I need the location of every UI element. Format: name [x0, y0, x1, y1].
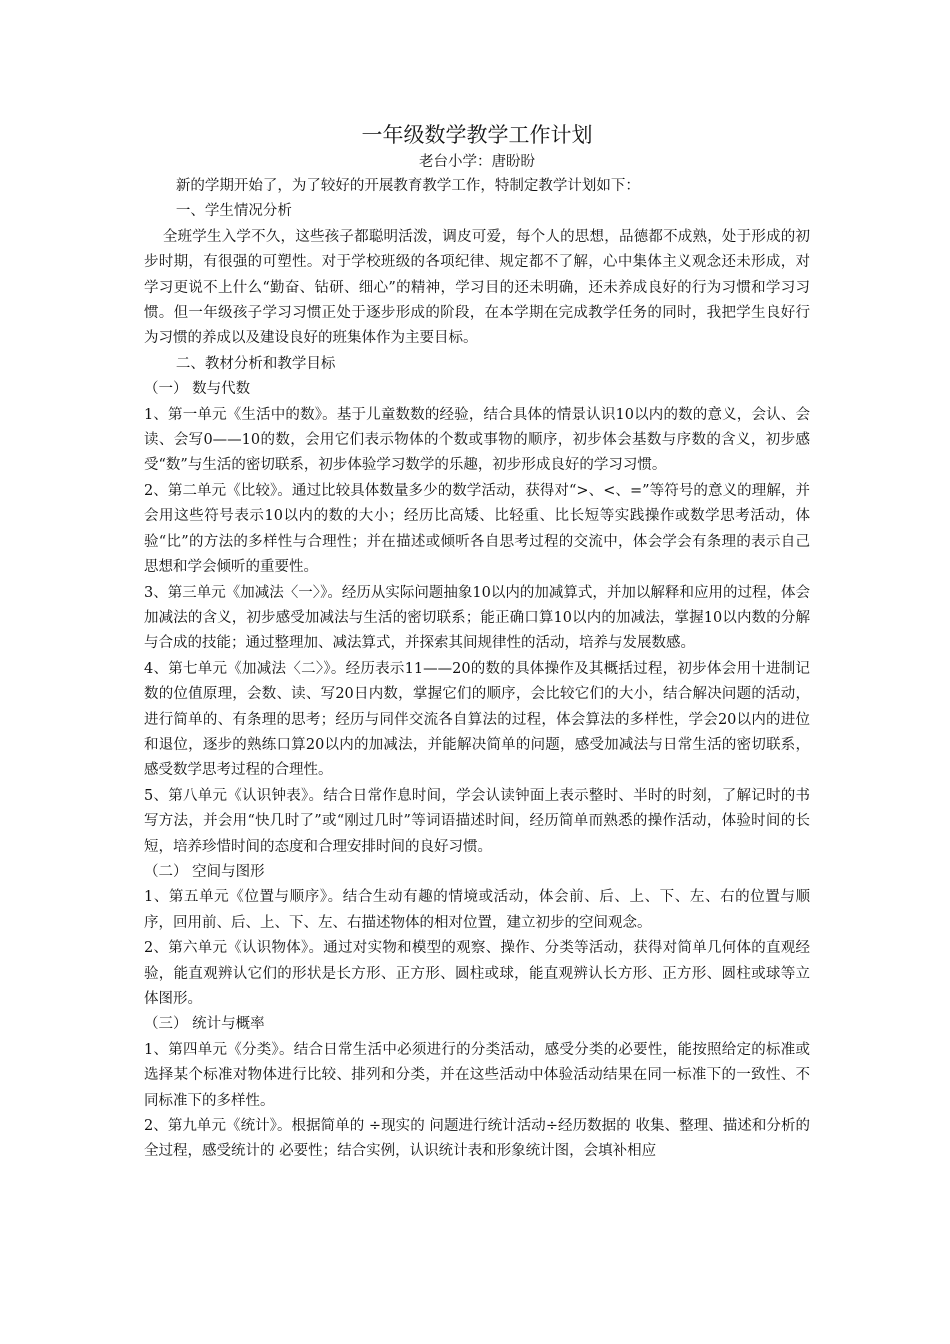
- part1-item: 2、第二单元《比较》。通过比较具体数量多少的数学活动，获得对“>、<、=”等符号的意义的理解，并会用这些符号表示10以内的数的大小；经历比高矮、比轻重、比长短等实践操作或数学思考活动，体验“比”的方法的多样性与合理性；并在描述或倾听各自思考过程的交流中，体会学会有条理的表示自己思想和学会倾听的重要性。: [144, 482, 810, 576]
- document-title: 一年级数学教学工作计划: [361, 123, 593, 147]
- part1-item: 4、第七单元《加减法〈二〉》。经历表示11——20的数的具体操作及其概括过程，初步体会用十进制记数的位值原理，会数、读、写20日内数，掌握它们的顺序，会比较它们的大小，结合解决问题的活动，进行简单的、有条理的思考；经历与同伴交流各自算法的过程，体会算法的多样性，学会20以内的进位和退位，逐步的熟练口算20以内的加减法，并能解决简单的问题，感受加减法与日常生活的密切联系，感受数学思考过程的合理性。: [144, 660, 810, 779]
- part2-heading: （二） 空间与图形: [144, 863, 265, 880]
- part3-heading: （三） 统计与概率: [144, 1016, 265, 1033]
- part3-item: 2、第九单元《统计》。根据简单的 ÷现实的 问题进行统计活动÷经历数据的 收集、整理、描述和分析的 全过程，感受统计的 必要性；结合实例，认识统计表和形象统计图，会填补相应: [144, 1118, 810, 1160]
- section1-heading: 一、学生情况分析: [175, 203, 292, 220]
- document-page: [144, 120, 810, 1165]
- section2-heading: 二、教材分析和教学目标: [175, 355, 336, 372]
- part1-item: 5、第八单元《认识钟表》。结合日常作息时间，学会认读钟面上表示整时、半时的时刻，了解记时的书写方法，并会用“快几时了”或“刚过几时”等词语描述时间，经历简单而熟悉的操作活动，体验时间的长短，培养珍惜时间的态度和合理安排时间的良好习惯。: [144, 787, 810, 855]
- part1-heading: （一） 数与代数: [144, 381, 251, 398]
- part1-item: 1、第一单元《生活中的数》。基于儿童数数的经验，结合具体的情景认识10以内的数的意义，会认、会读、会写0——10的数，会用它们表示物体的个数或事物的顺序，初步体会基数与序数的含义，初步感受“数”与生活的密切联系，初步体验学习数学的乐趣，初步形成良好的学习习惯。: [144, 406, 810, 474]
- section1-body: 全班学生入学不久，这些孩子都聪明活泼，调皮可爱，每个人的思想，品德都不成熟，处于形成的初步时期，有很强的可塑性。对于学校班级的各项纪律、规定都不了解，心中集体主义观念还未形成，对学习更说不上什么“勤奋、钻研、细心”的精神，学习目的还未明确，还未养成良好的行为习惯和学习习惯。但一年级孩子学习习惯正处于逐步形成的阶段，在本学期在完成教学任务的同时，我把学生良好行为习惯的养成以及建设良好的班集体作为主要目标。: [144, 228, 810, 347]
- part1-item: 3、第三单元《加减法〈一〉》。经历从实际问题抽象10以内的加减算式，并加以解释和应用的过程，体会加减法的含义，初步感受加减法与生活的密切联系；能正确口算10以内的加减法，掌握10以内数的分解与合成的技能；通过整理加、减法算式，并探索其间规律性的活动，培养与发展数感。: [144, 584, 810, 652]
- part3-item: 1、第四单元《分类》。结合日常生活中必须进行的分类活动，感受分类的必要性，能按照给定的标准或选择某个标准对物体进行比较、排列和分类，并在这些活动中体验活动结果在同一标准下的一致性、不同标准下的多样性。: [144, 1041, 810, 1109]
- part2-item: 2、第六单元《认识物体》。通过对实物和模型的观察、操作、分类等活动，获得对简单几何体的直观经验，能直观辨认它们的形状是长方形、正方形、圆柱或球，能直观辨认长方形、正方形、圆柱或球等立体图形。: [144, 940, 810, 1007]
- part2-item: 1、第五单元《位置与顺序》。结合生动有趣的情境或活动，体会前、后、上、下、左、右的位置与顺序，回用前、后、上、下、左、右描述物体的相对位置，建立初步的空间观念。: [144, 889, 810, 931]
- intro-paragraph: 新的学期开始了，为了较好的开展教育教学工作，特制定教学计划如下：: [175, 178, 640, 194]
- document-author: 老台小学：唐盼盼: [419, 154, 535, 170]
